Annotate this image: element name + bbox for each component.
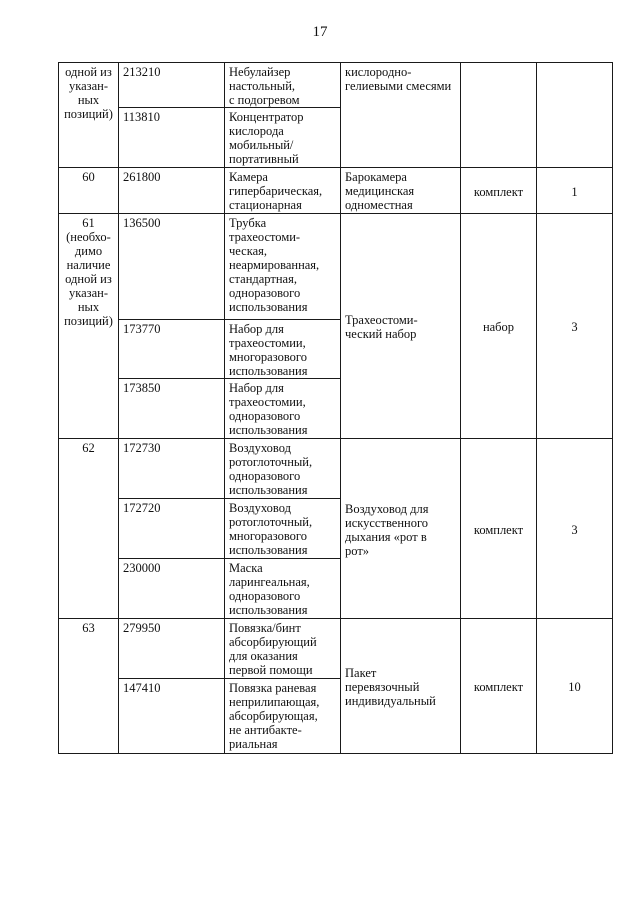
row-number: одной из указан- ных позиций): [59, 63, 119, 168]
table-row: [59, 439, 613, 499]
code-cell: 172720: [119, 499, 225, 559]
table-row: [59, 63, 613, 108]
name-cell: Набор для трахеостомии, одноразового использования: [225, 379, 341, 439]
code-cell: 173770: [119, 320, 225, 379]
code-cell: 230000: [119, 559, 225, 619]
code-cell: 261800: [119, 168, 225, 214]
code-cell: 213210: [119, 63, 225, 108]
name-cell: Концентратор кислорода мобильный/ портативный: [225, 108, 341, 168]
name-cell: Камера гипербарическая, стационарная: [225, 168, 341, 214]
unit-cell: комплект: [461, 619, 537, 754]
unit-cell: комплект: [461, 168, 537, 214]
unit-cell: набор: [461, 214, 537, 439]
unit-cell: комплект: [461, 439, 537, 619]
name-cell: Маска ларингеальная, одноразового использования: [225, 559, 341, 619]
page-number: 17: [312, 24, 328, 40]
code-cell: 113810: [119, 108, 225, 168]
type-cell: Пакет перевязочный индивидуальный: [341, 619, 461, 754]
type-cell: Воздуховод для искусственного дыхания «рот в рот»: [341, 439, 461, 619]
quantity-cell: [537, 63, 613, 168]
quantity-cell: 3: [537, 214, 613, 439]
quantity-cell: 1: [537, 168, 613, 214]
quantity-cell: 10: [537, 619, 613, 754]
name-cell: Воздуховод ротоглоточный, многоразового использования: [225, 499, 341, 559]
name-cell: Воздуховод ротоглоточный, одноразового использования: [225, 439, 341, 499]
code-cell: 136500: [119, 214, 225, 320]
table-row: [59, 619, 613, 679]
equipment-table: [58, 62, 613, 754]
name-cell: Повязка/бинт абсорбирующий для оказания первой помощи: [225, 619, 341, 679]
row-number: 62: [59, 439, 119, 619]
table-row: [59, 168, 613, 214]
code-cell: 279950: [119, 619, 225, 679]
type-cell: Трахеостоми- ческий набор: [341, 214, 461, 439]
code-cell: 173850: [119, 379, 225, 439]
code-cell: 172730: [119, 439, 225, 499]
code-cell: 147410: [119, 679, 225, 754]
unit-cell: [461, 63, 537, 168]
quantity-cell: 3: [537, 439, 613, 619]
name-cell: Набор для трахеостомии, многоразового использования: [225, 320, 341, 379]
name-cell: Повязка раневая неприлипающая, абсорбирующая, не антибакте- риальная: [225, 679, 341, 754]
name-cell: Небулайзер настольный, с подогревом: [225, 63, 341, 108]
row-number: 63: [59, 619, 119, 754]
row-number: 61 (необхо- димо наличие одной из указан- ных позиций): [59, 214, 119, 439]
name-cell: Трубка трахеостоми- ческая, неармированная, стандартная, одноразового использования: [225, 214, 341, 320]
type-cell: Барокамера медицинская одноместная: [341, 168, 461, 214]
table-row: [59, 214, 613, 320]
type-cell: кислородно- гелиевыми смесями: [341, 63, 461, 168]
row-number: 60: [59, 168, 119, 214]
